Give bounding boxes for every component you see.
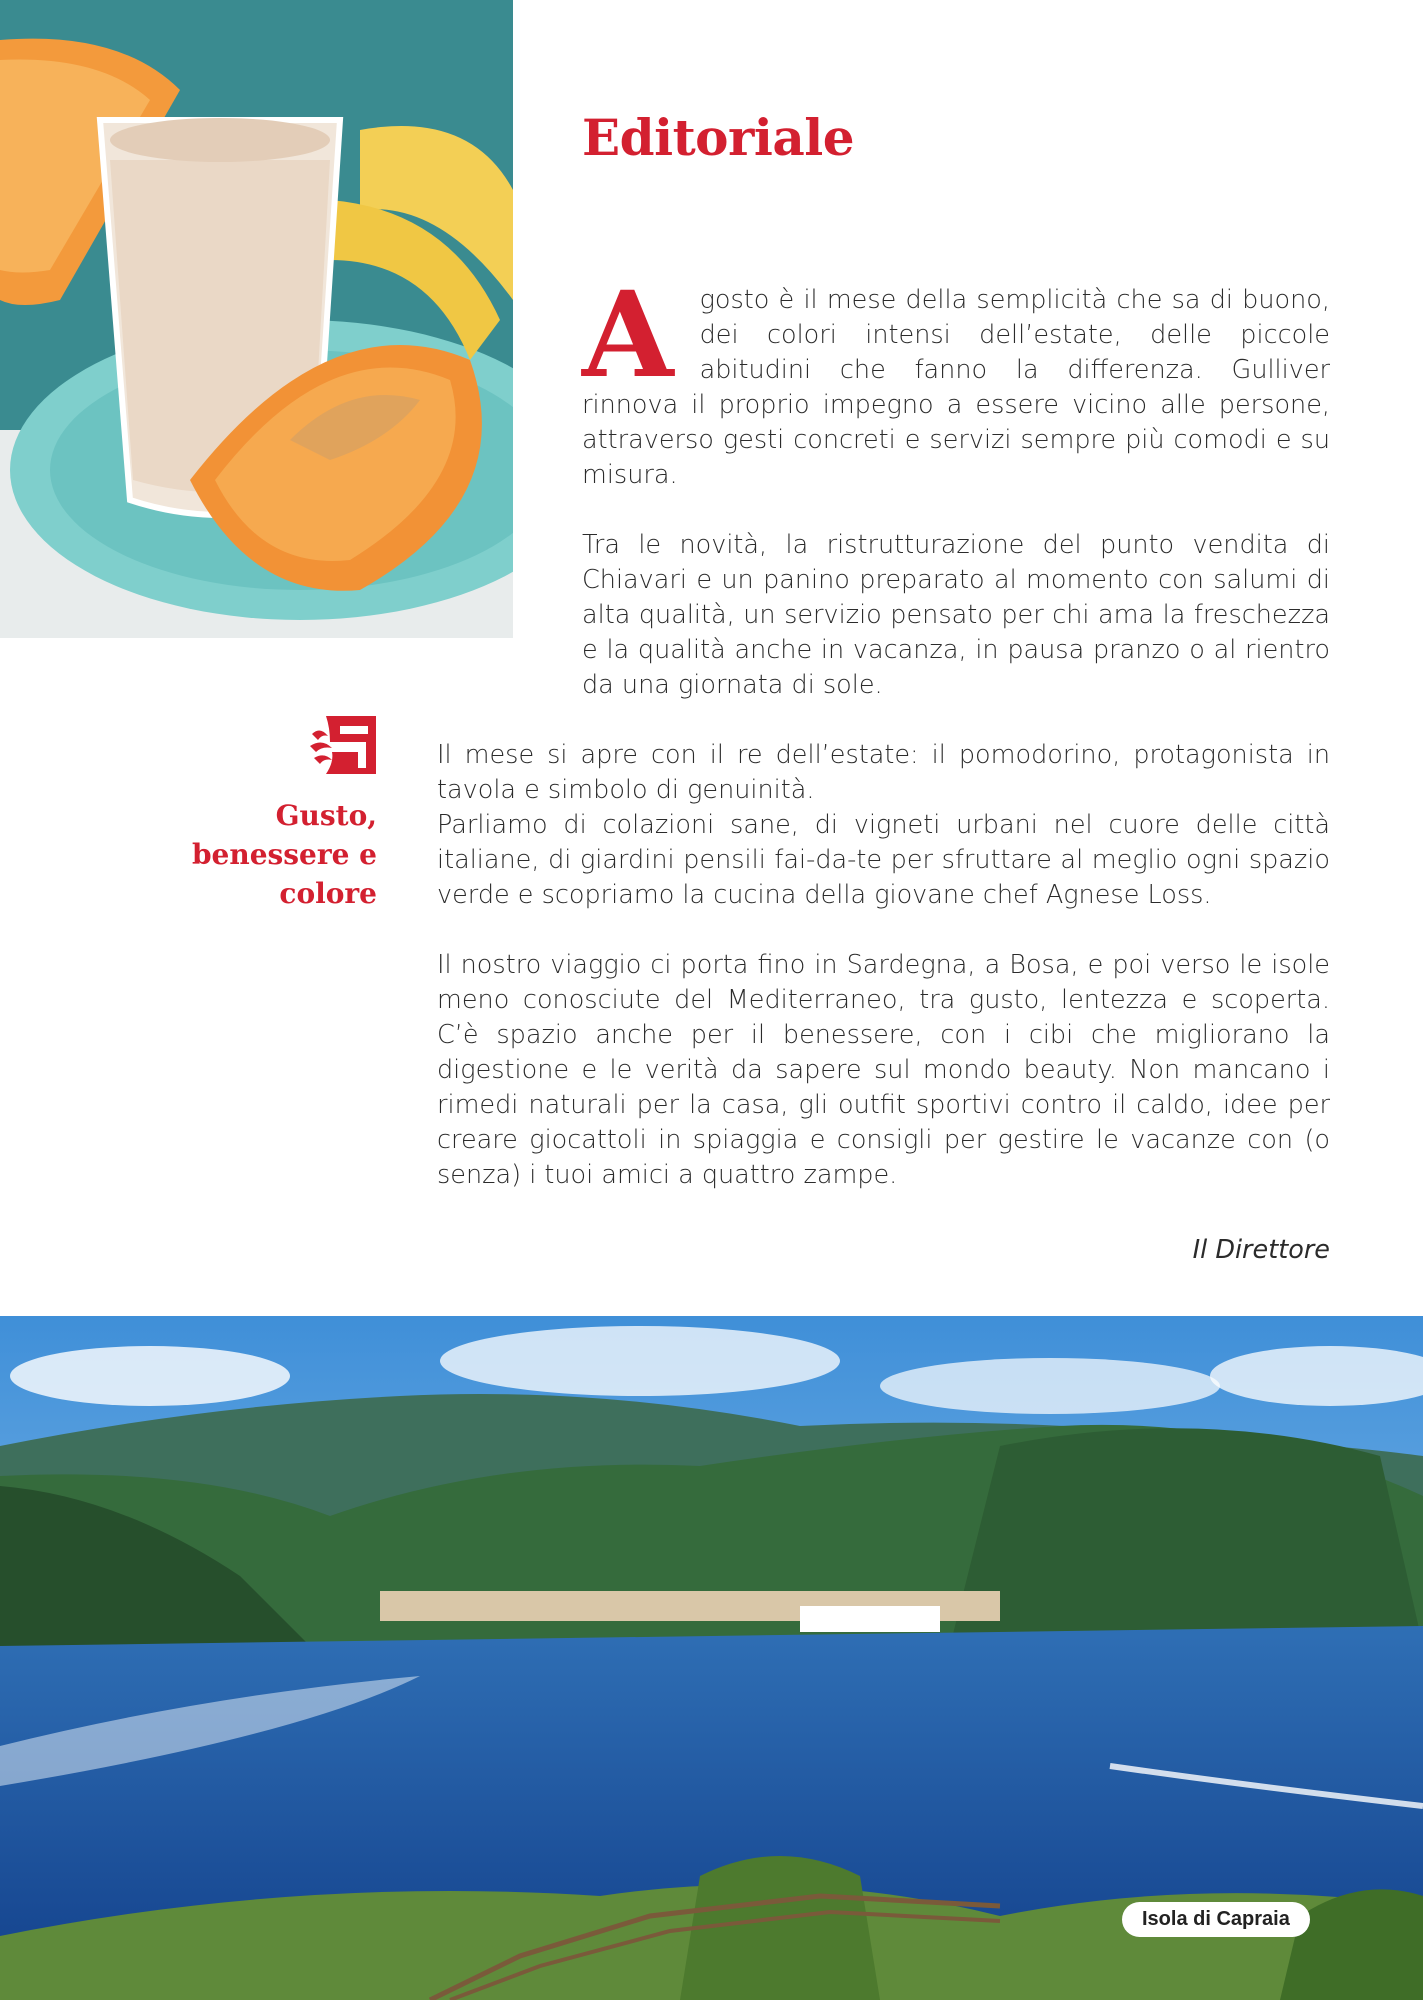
paragraph-4-block <box>437 948 1330 1193</box>
side-caption-line: Gusto, <box>275 799 377 832</box>
island-photo <box>0 1316 1423 2000</box>
paragraph-2-block <box>582 528 1330 703</box>
side-caption <box>117 796 377 913</box>
paragraph-4: Il nostro viaggio ci porta fino in Sardegna, a Bosa, e poi verso le isole meno conosciute del Mediterraneo, tra gusto, lentezza e scoperta. C’è spazio anche per il benessere, con i cibi che migliorano la digestione e le verità da sapere sul mondo beauty. Non mancano i rimedi naturali per la casa, gli outfit sportivi contro il caldo, idee per creare giocattoli in spiaggia e consigli per gestire le vacanze con (o senza) i tuoi amici a quattro zampe. <box>437 950 1330 1190</box>
intro-paragraph <box>582 265 1330 493</box>
page-title: Editoriale <box>582 108 855 167</box>
side-caption-line: colore <box>279 877 377 910</box>
paragraph-3b: Parliamo di colazioni sane, di vigneti urbani nel cuore delle città italiane, di giardini pensili fai-da-te per sfruttare al meglio ogni spazio verde e scopriamo la cucina della giovane chef Agnese Loss. <box>437 810 1330 910</box>
signature: Il Direttore <box>1192 1235 1330 1265</box>
paragraph-3a: Il mese si apre con il re dell’estate: il pomodorino, protagonista in tavola e simbolo di genuinità. <box>437 740 1330 805</box>
paragraph-2: Tra le novità, la ristrutturazione del punto vendita di Chiavari e un panino preparato al momento con salumi di alta qualità, un servizio pensato per chi ama la freschezza e la qualità anche in vacanza, in pausa pranzo o al rientro da una giornata di sole. <box>582 530 1330 700</box>
paragraph-1: gosto è il mese della semplicità che sa di buono, dei colori intensi dell’estate, delle piccole abitudini che fanno la differenza. Gulliver rinnova il proprio impegno a essere vicino alle persone, attraverso gesti concreti e servizi sempre più comodi e su misura. <box>582 285 1330 490</box>
gulliver-logo-icon <box>310 712 380 778</box>
drop-cap: A <box>582 265 674 404</box>
side-caption-line: benessere e <box>191 838 377 871</box>
photo-label: Isola di Capraia <box>1122 1902 1310 1937</box>
paragraph-3-block <box>437 738 1330 913</box>
smoothie-photo <box>0 0 513 638</box>
